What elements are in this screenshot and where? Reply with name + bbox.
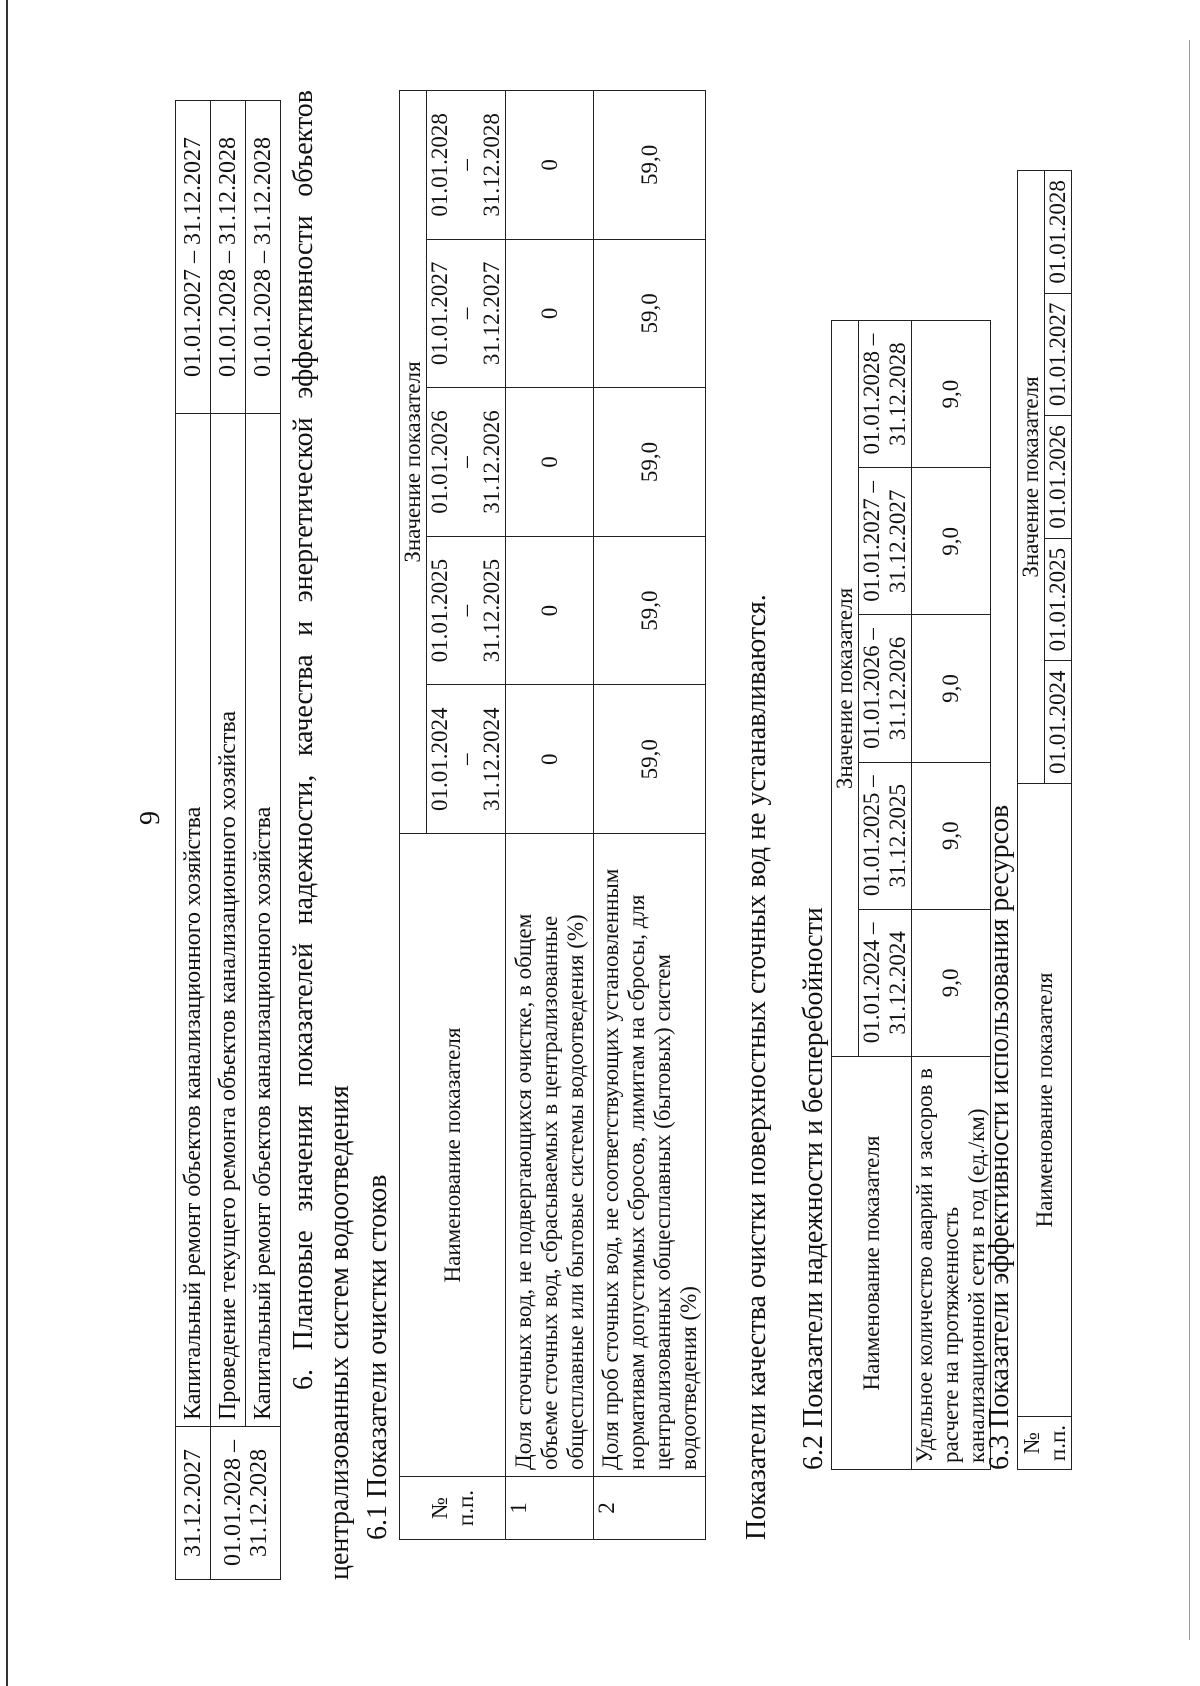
table-row xyxy=(506,91,594,1540)
indicator-value: 9,0 xyxy=(912,762,991,909)
section-6-heading-line2: централизованных систем водоотведения xyxy=(324,1085,355,1580)
table-header-row xyxy=(400,91,427,1540)
column-header-no: № п.п. xyxy=(1018,1417,1072,1470)
table-cell: 01.01.2028 – 31.12.2028 xyxy=(246,101,281,414)
indicator-value: 0 xyxy=(506,536,594,685)
indicator-value: 0 xyxy=(506,388,594,537)
period-header: 01.01.2026 – 31.12.2026 xyxy=(859,615,912,762)
table-row xyxy=(246,101,281,1580)
period-header: 01.01.2025 – 31.12.2025 xyxy=(859,762,912,909)
indicator-value: 59,0 xyxy=(594,91,706,240)
table-cell: 01.01.2028 – 31.12.2028 xyxy=(211,101,246,414)
indicator-name: Доля сточных вод, не подвергающихся очистке, в общем объеме сточных вод, сбрасываемых в централизованные общесплавные или бытовые системы водоотведения (%) xyxy=(506,834,594,1477)
indicator-value: 9,0 xyxy=(912,468,991,615)
period-header: 01.01.2024 – 31.12.2024 xyxy=(859,909,912,1056)
table-row xyxy=(176,101,211,1580)
row-number: 2 xyxy=(594,1477,706,1540)
table-cell: 01.01.2027 – 31.12.2027 xyxy=(176,101,211,414)
section-6-heading: 6. Плановые значения показателей надежности, качества и энергетической эффективности объектов xyxy=(288,90,319,1390)
schedule-table xyxy=(175,100,281,1580)
period-header: 01.01.2028 xyxy=(1045,171,1072,294)
table-cell: Проведение текущего ремонта объектов канализационного хозяйства xyxy=(211,414,246,1427)
column-header-name: Наименование показателя xyxy=(400,834,506,1477)
indicator-value: 59,0 xyxy=(594,239,706,388)
surface-water-note: Показатели качества очистки поверхностных сточных вод не устанавливаются. xyxy=(741,594,772,1540)
period-header: 01.01.2026 – 31.12.2026 xyxy=(427,388,506,537)
period-header: 01.01.2025 xyxy=(1045,538,1072,661)
resource-efficiency-table xyxy=(1017,170,1072,1470)
period-header: 01.01.2028 – 31.12.2028 xyxy=(859,321,912,468)
page-edge-line xyxy=(6,0,8,1686)
table-cell: 31.12.2027 xyxy=(176,1427,211,1580)
period-header: 01.01.2024 xyxy=(1045,661,1072,784)
table-row xyxy=(594,91,706,1540)
column-header-no: № п.п. xyxy=(400,1477,506,1540)
period-header: 01.01.2027 – 31.12.2027 xyxy=(859,468,912,615)
period-header: 01.01.2025 – 31.12.2025 xyxy=(427,536,506,685)
indicator-value: 59,0 xyxy=(594,388,706,537)
page-edge-line-right xyxy=(1189,40,1190,1640)
section-6-2-heading: 6.2 Показатели надежности и бесперебойности xyxy=(798,907,829,1470)
section-6-3-heading: 6.3 Показатели эффективности использования ресурсов xyxy=(984,804,1015,1470)
indicator-value: 59,0 xyxy=(594,685,706,834)
rotated-document-content xyxy=(175,40,1175,1580)
column-header-name: Наименование показателя xyxy=(1018,784,1072,1417)
indicator-value: 0 xyxy=(506,91,594,240)
column-header-name: Наименование показателя xyxy=(832,1057,912,1470)
indicator-value: 59,0 xyxy=(594,536,706,685)
indicator-value: 9,0 xyxy=(912,321,991,468)
table-cell: Капитальный ремонт объектов канализационного хозяйства xyxy=(176,414,211,1427)
period-header: 01.01.2024 – 31.12.2024 xyxy=(427,685,506,834)
column-header-value: Значение показателя xyxy=(832,321,859,1057)
indicator-value: 0 xyxy=(506,685,594,834)
table-header-row xyxy=(1018,171,1045,1470)
reliability-table xyxy=(831,320,991,1470)
table-cell: 01.01.2028 – 31.12.2028 xyxy=(211,1427,281,1580)
page-number: 9 xyxy=(135,811,166,825)
column-header-value: Значение показателя xyxy=(1018,171,1045,784)
row-number: 1 xyxy=(506,1477,594,1540)
indicator-name: Удельное количество аварий и засоров в расчете на протяженность канализационной сети в год (ед./км) xyxy=(912,1057,991,1470)
table-row xyxy=(211,101,246,1580)
column-header-value: Значение показателя xyxy=(400,91,427,834)
period-header: 01.01.2027 xyxy=(1045,293,1072,416)
indicator-value: 9,0 xyxy=(912,909,991,1056)
indicator-value: 9,0 xyxy=(912,615,991,762)
section-6-1-heading: 6.1 Показатели очистки стоков xyxy=(362,1174,393,1540)
period-header: 01.01.2028 – 31.12.2028 xyxy=(427,91,506,240)
wastewater-treatment-table xyxy=(399,90,706,1540)
table-row xyxy=(912,321,991,1470)
indicator-name: Доля проб сточных вод, не соответствующих установленным нормативам допустимых сбросов, лимитам на сбросы, для централизованных общесплавных (бытовых) систем водоотведения (%) xyxy=(594,834,706,1477)
period-header: 01.01.2027 – 31.12.2027 xyxy=(427,239,506,388)
indicator-value: 0 xyxy=(506,239,594,388)
table-cell: Капитальный ремонт объектов канализационного хозяйства xyxy=(246,414,281,1427)
table-header-row xyxy=(832,321,859,1470)
period-header: 01.01.2026 xyxy=(1045,416,1072,539)
